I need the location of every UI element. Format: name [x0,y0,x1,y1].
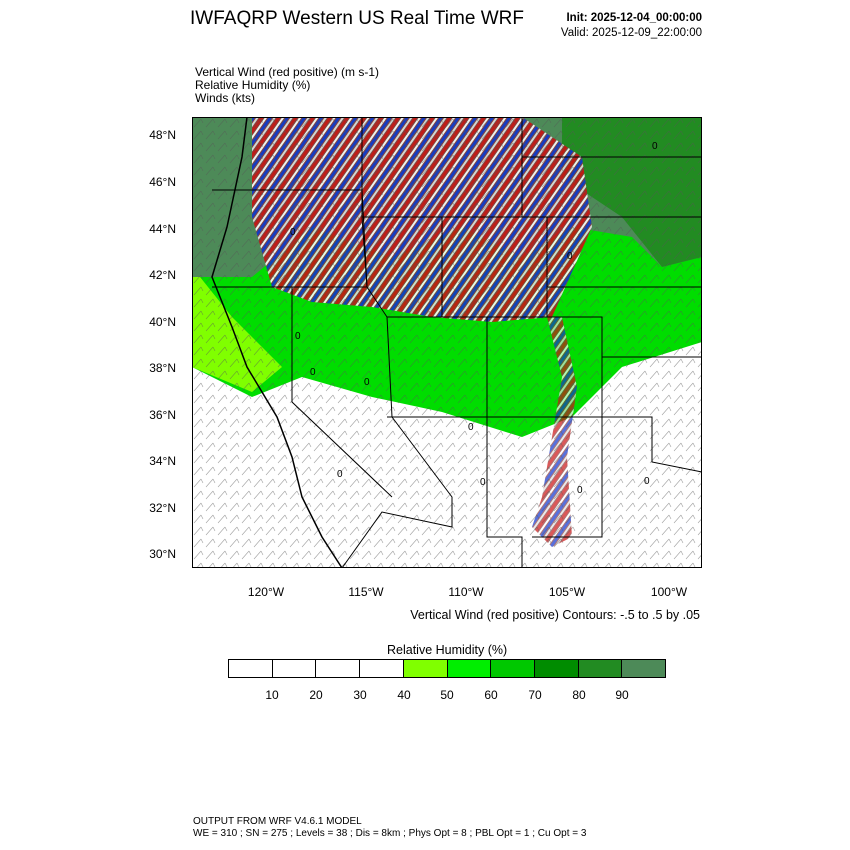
lat-label: 44°N [149,222,176,236]
contour-note: Vertical Wind (red positive) Contours: -.5 to .5 by .05 [410,608,700,622]
lat-label: 38°N [149,361,176,375]
field-label-relative-humidity: Relative Humidity (%) [195,78,311,92]
colorbar-bin [360,660,404,677]
contour-label: 0 [290,227,296,238]
colorbar-label: 10 [265,688,279,702]
contour-label: 0 [577,485,583,496]
lon-label: 120°W [247,585,285,599]
valid-time: Valid: 2025-12-09_22:00:00 [560,27,702,39]
lon-label: 105°W [548,585,586,599]
lat-label: 36°N [149,408,176,422]
plot-title: IWFAQRP Western US Real Time WRF [190,8,524,29]
lon-label: 115°W [348,585,384,599]
lat-label: 48°N [149,128,176,142]
colorbar-bin [273,660,317,677]
lon-label: 100°W [650,585,688,599]
footer-config: WE = 310 ; SN = 275 ; Levels = 38 ; Dis = 8km ; Phys Opt = 8 ; PBL Opt = 1 ; Cu Opt = 3 [193,828,587,839]
colorbar-bin [316,660,360,677]
colorbar-bin [404,660,448,677]
colorbar-label: 50 [440,688,454,702]
colorbar-bin [448,660,492,677]
colorbar-bin [491,660,535,677]
field-label-winds: Winds (kts) [195,91,255,105]
lon-label: 110°W [448,585,484,599]
colorbar [228,659,666,678]
colorbar-label: 80 [572,688,586,702]
lat-label: 30°N [149,547,176,561]
contour-label: 0 [310,367,316,378]
colorbar-title: Relative Humidity (%) [387,643,508,657]
contour-label: 0 [364,377,370,388]
lat-label: 46°N [149,175,176,189]
footer-model: OUTPUT FROM WRF V4.6.1 MODEL [193,816,362,827]
field-label-vertical-wind: Vertical Wind (red positive) (m s-1) [195,65,380,79]
colorbar-bin [535,660,579,677]
contour-label: 0 [652,141,658,152]
contour-label: 0 [337,469,343,480]
lat-label: 32°N [149,501,176,515]
lat-label: 42°N [149,268,176,282]
colorbar-bin [229,660,273,677]
colorbar-label: 20 [309,688,323,702]
colorbar-bin [622,660,665,677]
contour-label: 0 [468,422,474,433]
contour-label: 0 [480,477,486,488]
contour-label: 0 [567,251,573,262]
wind-barbs [192,117,702,568]
init-time: Init: 2025-12-04_00:00:00 [566,12,702,24]
colorbar-label: 90 [615,688,629,702]
map-plot [192,117,702,568]
lat-label: 40°N [149,315,176,329]
contour-label: 0 [295,331,301,342]
colorbar-label: 60 [484,688,498,702]
contour-label: 0 [644,476,650,487]
colorbar-label: 40 [397,688,411,702]
colorbar-label: 30 [353,688,367,702]
lat-label: 34°N [149,454,176,468]
colorbar-bin [579,660,623,677]
colorbar-label: 70 [528,688,542,702]
